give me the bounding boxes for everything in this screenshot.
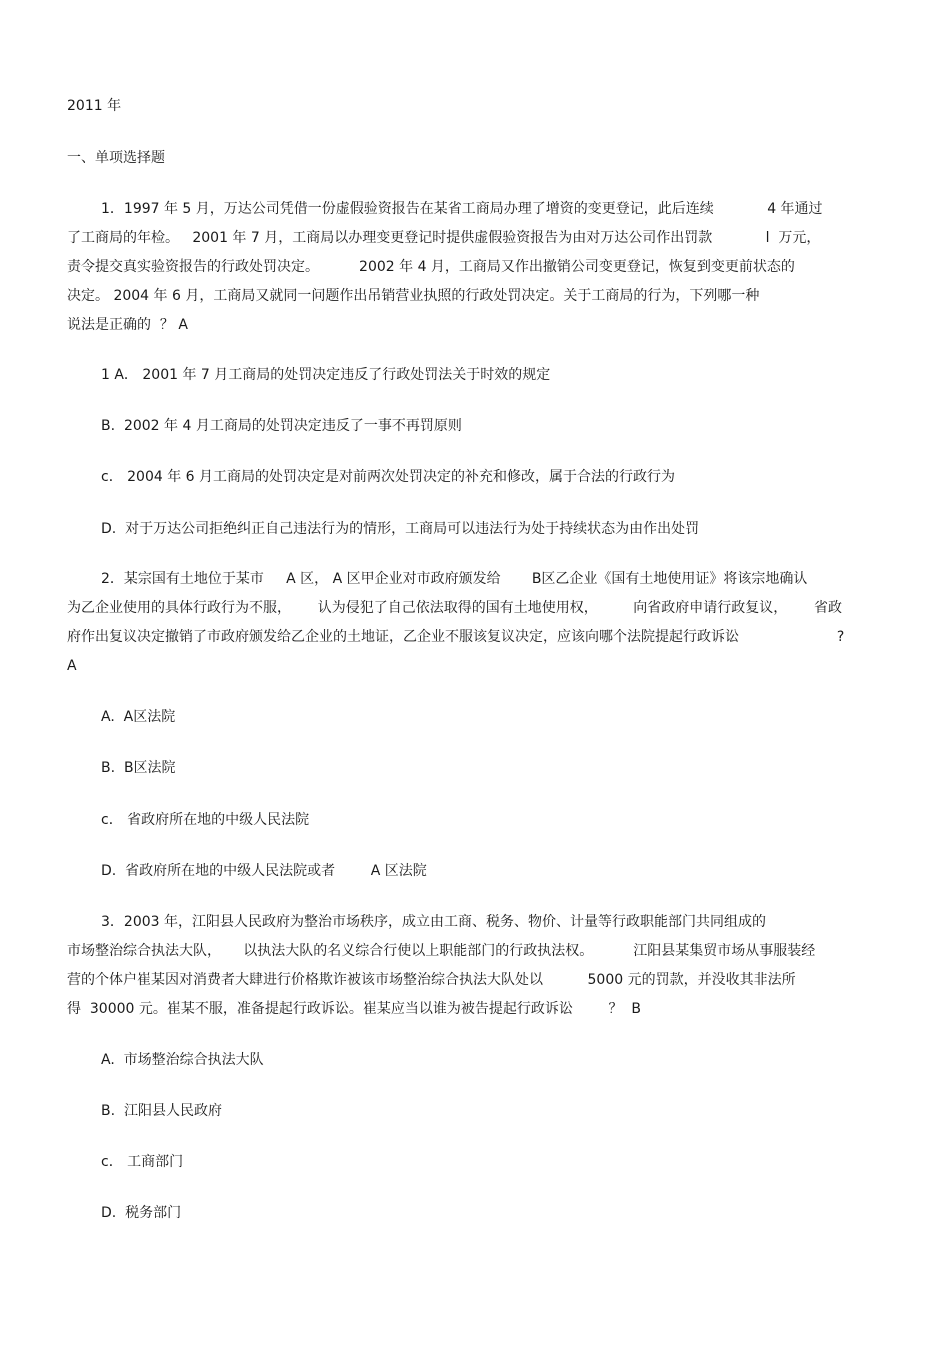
q3-line-1: 3．2003 年，江阳县人民政府为整治市场秩序，成立由工商、税务、物价、计量等行政职能部门共同组成的 — [101, 914, 766, 930]
q1-option-d: D. 对于万达公司拒绝纠正自己违法行为的情形，工商局可以违法行为处于持续状态为由作出处罚 — [101, 521, 700, 537]
q3-line-4: 得 30000 元。崔某不服，准备提起行政诉讼。崔某应当以谁为被告提起行政诉讼 ？ B — [67, 1001, 641, 1017]
section-heading: 一、单项选择题 — [67, 150, 165, 166]
q2-option-a: A. A区法院 — [101, 709, 176, 725]
q2-option-b: B. B区法院 — [101, 760, 176, 776]
q1-line-2: 了工商局的年检。 2001 年 7 月，工商局以办理变更登记时提供虚假验资报告为由对万达公司作出罚款 l 万元， — [67, 230, 821, 246]
q1-option-a: 1 A． 2001 年 7 月工商局的处罚决定违反了行政处罚法关于时效的规定 — [101, 367, 551, 383]
q3-line-3: 营的个体户崔某因对消费者大肆进行价格欺诈被该市场整治综合执法大队处以 5000 元的罚款，并没收其非法所 — [67, 972, 796, 988]
q2-line-2: 为乙企业使用的具体行政行为不服， 认为侵犯了自己依法取得的国有土地使用权， 向省政府申请行政复议， 省政 — [67, 600, 843, 616]
q3-option-d: D. 税务部门 — [101, 1205, 182, 1221]
q3-option-a: A. 市场整治综合执法大队 — [101, 1052, 264, 1068]
q1-option-c: c． 2004 年 6 月工商局的处罚决定是对前两次处罚决定的补充和修改，属于合法的行政行为 — [101, 469, 676, 485]
q1-line-5: 说法是正确的 ？ A — [67, 317, 188, 333]
q3-option-b: B. 江阳县人民政府 — [101, 1103, 222, 1119]
q1-option-b: B. 2002 年 4 月工商局的处罚决定违反了一事不再罚原则 — [101, 418, 462, 434]
q2-line-3: 府作出复议决定撤销了市政府颁发给乙企业的土地证，乙企业不服该复议决定，应该向哪个法院提起行政诉讼 ? — [67, 629, 845, 645]
q2-option-d: D. 省政府所在地的中级人民法院或者 A 区法院 — [101, 863, 427, 879]
q3-option-c: c． 工商部门 — [101, 1154, 184, 1170]
q1-line-3: 责令提交真实验资报告的行政处罚决定。 2002 年 4 月，工商局又作出撤销公司变更登记，恢复到变更前状态的 — [67, 259, 795, 275]
q1-line-4: 决定。 2004 年 6 月，工商局又就同一问题作出吊销营业执照的行政处罚决定。关于工商局的行为，下列哪一种 — [67, 288, 760, 304]
q2-line-1: 2．某宗国有土地位于某市 A 区， A 区甲企业对市政府颁发给 B区乙企业《国有土地使用证》将该宗地确认 — [101, 571, 808, 587]
q3-line-2: 市场整治综合执法大队， 以执法大队的名义综合行使以上职能部门的行政执法权。 江阳县某集贸市场从事服装经 — [67, 943, 816, 959]
q1-line-1: 1．1997 年 5 月，万达公司凭借一份虚假验资报告在某省工商局办理了增资的变更登记，此后连续 4 年通过 — [101, 201, 823, 217]
q2-line-4: A — [67, 658, 77, 674]
q2-option-c: c． 省政府所在地的中级人民法院 — [101, 812, 310, 828]
year-heading: 2011 年 — [67, 98, 122, 114]
